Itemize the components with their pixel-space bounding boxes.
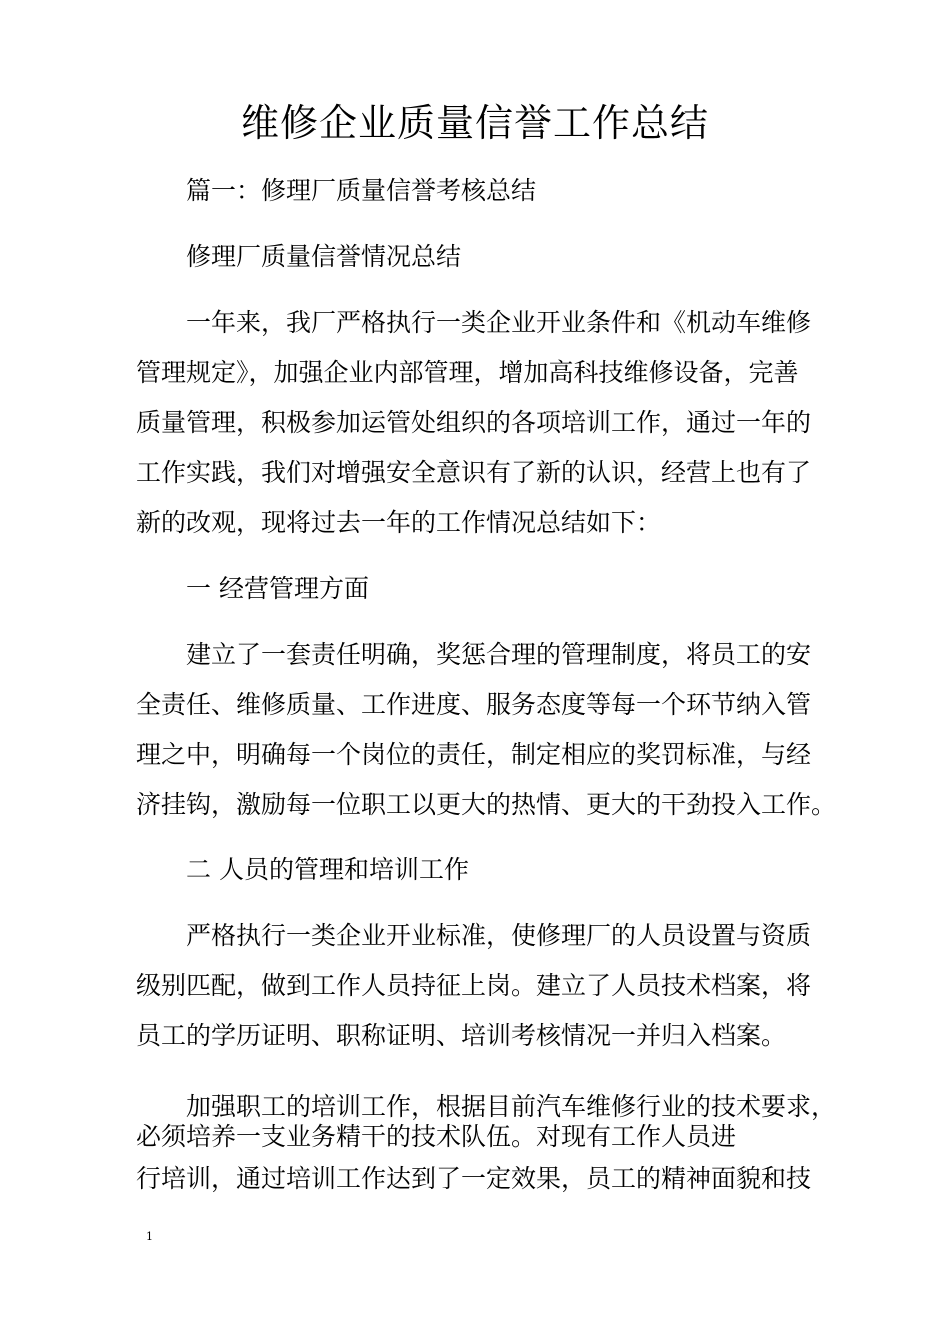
paragraph-line: 理之中，明确每一个岗位的责任，制定相应的奖罚标准，与经 [136, 740, 812, 769]
subheading: 修理厂质量信誉情况总结 [186, 242, 462, 271]
paragraph-line: 必须培养一支业务精干的技术队伍。对现有工作人员进 [136, 1122, 737, 1151]
paragraph-line: 员工的学历证明、职称证明、培训考核情况一并归入档案。 [136, 1021, 787, 1050]
document-title: 维修企业质量信誉工作总结 [240, 101, 709, 145]
page-number: 1 [146, 1230, 153, 1243]
section-heading: 一 经营管理方面 [186, 574, 369, 603]
paragraph-line: 工作实践，我们对增强安全意识有了新的认识，经营上也有了 [136, 458, 812, 487]
paragraph-line: 建立了一套责任明确，奖惩合理的管理制度，将员工的安 [186, 640, 812, 669]
section-heading: 篇一：修理厂质量信誉考核总结 [186, 176, 537, 205]
paragraph-line: 加强职工的培训工作，根据目前汽车维修行业的技术要求， [186, 1092, 837, 1121]
paragraph-line: 级别匹配，做到工作人员持征上岗。建立了人员技术档案，将 [136, 971, 812, 1000]
paragraph-line: 管理规定》，加强企业内部管理，增加高科技维修设备，完善 [136, 358, 799, 387]
section-heading: 二 人员的管理和培训工作 [186, 855, 469, 884]
paragraph-line: 新的改观，现将过去一年的工作情况总结如下： [136, 508, 662, 537]
paragraph-line: 济挂钩，激励每一位职工以更大的热情、更大的干劲投入工作。 [136, 790, 837, 819]
paragraph-line: 严格执行一类企业开业标准，使修理厂的人员设置与资质 [186, 921, 812, 950]
paragraph-line: 一年来，我厂严格执行一类企业开业条件和《机动车维修 [186, 308, 812, 337]
paragraph-line: 质量管理，积极参加运管处组织的各项培训工作，通过一年的 [136, 408, 812, 437]
paragraph-line: 行培训，通过培训工作达到了一定效果，员工的精神面貌和技 [136, 1164, 812, 1193]
paragraph-line: 全责任、维修质量、工作进度、服务态度等每一个环节纳入管 [136, 690, 812, 719]
